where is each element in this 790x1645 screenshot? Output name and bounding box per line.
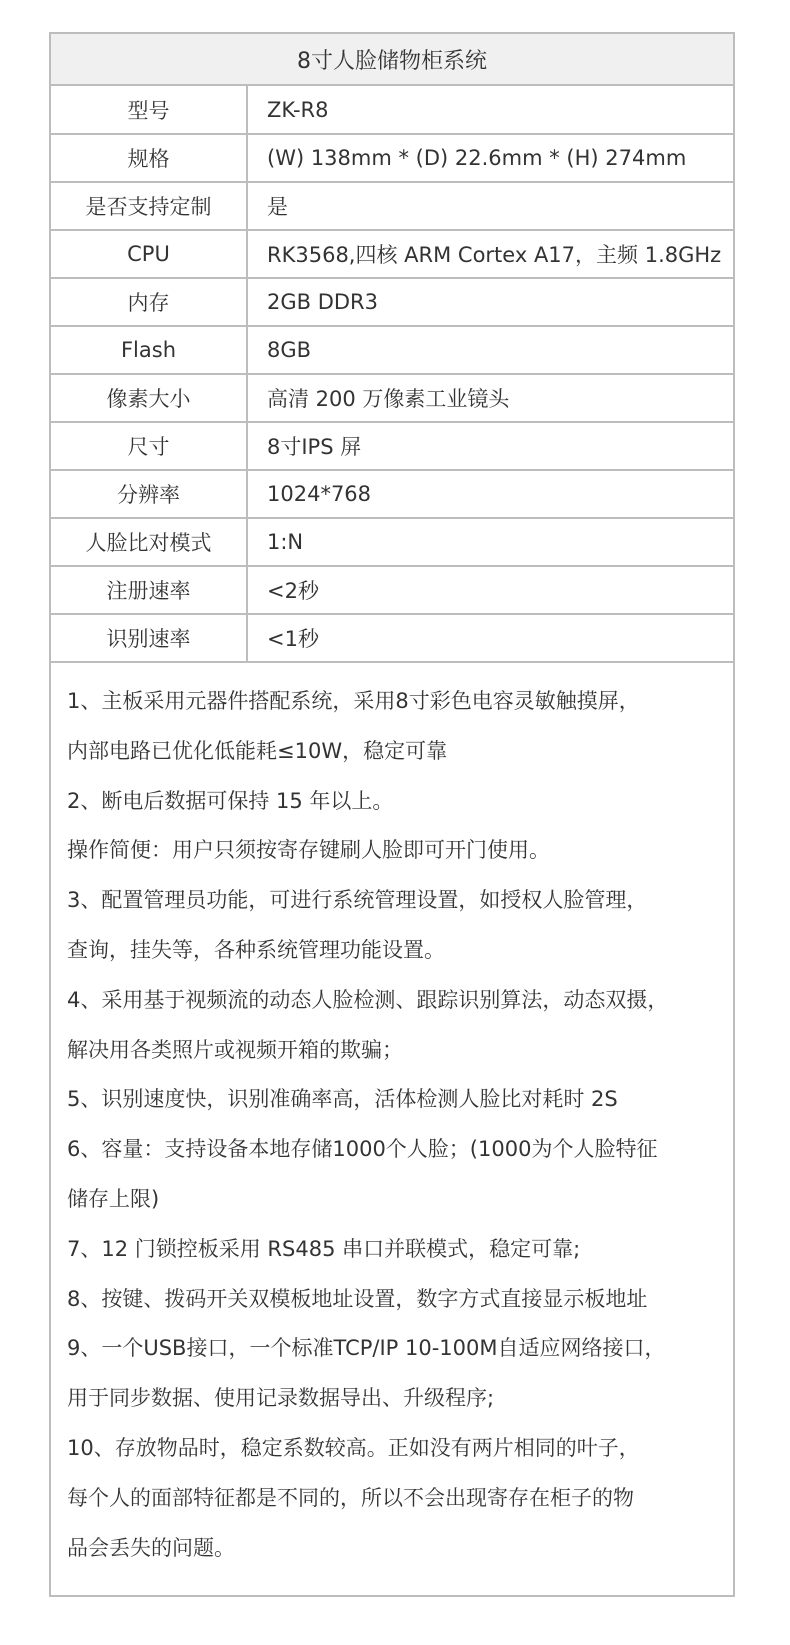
note-line: 6、容量：支持设备本地存储1000个人脸；(1000为个人脸特征 [67,1137,658,1162]
note-line: 8、按键、拨码开关双模板地址设置，数字方式直接显示板地址 [67,1286,648,1311]
note-line: 9、一个USB接口，一个标准TCP/IP 10-100M自适应网络接口， [67,1336,666,1361]
spec-label: 注册速率 [51,566,247,614]
spec-label: 像素大小 [51,374,247,422]
table-row [51,518,733,566]
table-row [51,278,733,326]
note-line: 1、主板采用元器件搭配系统，采用8寸彩色电容灵敏触摸屏， [67,689,640,713]
spec-table [51,86,733,663]
note-line: 5、识别速度快，识别准确率高，活体检测人脸比对耗时 2S [67,1087,618,1112]
note-line: 4、采用基于视频流的动态人脸检测、跟踪识别算法，动态双摄， [67,987,669,1012]
spec-label: 识别速率 [51,614,247,662]
spec-label: CPU [51,230,247,278]
note-line: 内部电路已优化低能耗≤10W，稳定可靠 [67,738,448,763]
spec-value: (W) 138mm * (D) 22.6mm * (H) 274mm [247,134,733,182]
table-row [51,326,733,374]
spec-value: 2GB DDR3 [247,278,733,326]
table-row [51,86,733,134]
sheet-title: 8寸人脸储物柜系统 [51,34,733,86]
note-line: 品会丢失的问题。 [67,1535,235,1560]
spec-value: 是 [247,182,733,230]
table-row [51,134,733,182]
note-line: 10、存放物品时，稳定系数较高。正如没有两片相同的叶子， [67,1435,640,1460]
table-row [51,230,733,278]
feature-notes [51,663,733,1595]
spec-value: <1秒 [247,614,733,662]
note-line: 每个人的面部特征都是不同的，所以不会出现寄存在柜子的物 [67,1485,634,1510]
note-line: 查询，挂失等，各种系统管理功能设置。 [67,937,445,962]
spec-label: Flash [51,326,247,374]
spec-sheet [49,32,735,1597]
spec-label: 分辨率 [51,470,247,518]
note-line: 3、配置管理员功能，可进行系统管理设置，如授权人脸管理， [67,888,648,913]
spec-label: 内存 [51,278,247,326]
spec-value: 8GB [247,326,733,374]
spec-label: 是否支持定制 [51,182,247,230]
table-row [51,470,733,518]
table-row [51,422,733,470]
spec-value: RK3568,四核 ARM Cortex A17，主频 1.8GHz [247,230,733,278]
table-row [51,374,733,422]
spec-value: ZK-R8 [247,86,733,134]
spec-label: 人脸比对模式 [51,518,247,566]
spec-value: 高清 200 万像素工业镜头 [247,374,733,422]
note-line: 用于同步数据、使用记录数据导出、升级程序; [67,1386,495,1411]
note-line: 7、12 门锁控板采用 RS485 串口并联模式，稳定可靠; [67,1236,581,1261]
spec-label: 型号 [51,86,247,134]
note-line: 解决用各类照片或视频开箱的欺骗； [67,1037,403,1062]
spec-value: 1024*768 [247,470,733,518]
spec-value: <2秒 [247,566,733,614]
spec-label: 规格 [51,134,247,182]
table-row [51,566,733,614]
table-row [51,614,733,662]
note-line: 操作简便：用户只须按寄存键刷人脸即可开门使用。 [67,838,550,863]
spec-value: 1:N [247,518,733,566]
table-row [51,182,733,230]
spec-value: 8寸IPS 屏 [247,422,733,470]
note-line: 储存上限) [67,1186,160,1211]
spec-label: 尺寸 [51,422,247,470]
note-line: 2、断电后数据可保持 15 年以上。 [67,788,394,813]
